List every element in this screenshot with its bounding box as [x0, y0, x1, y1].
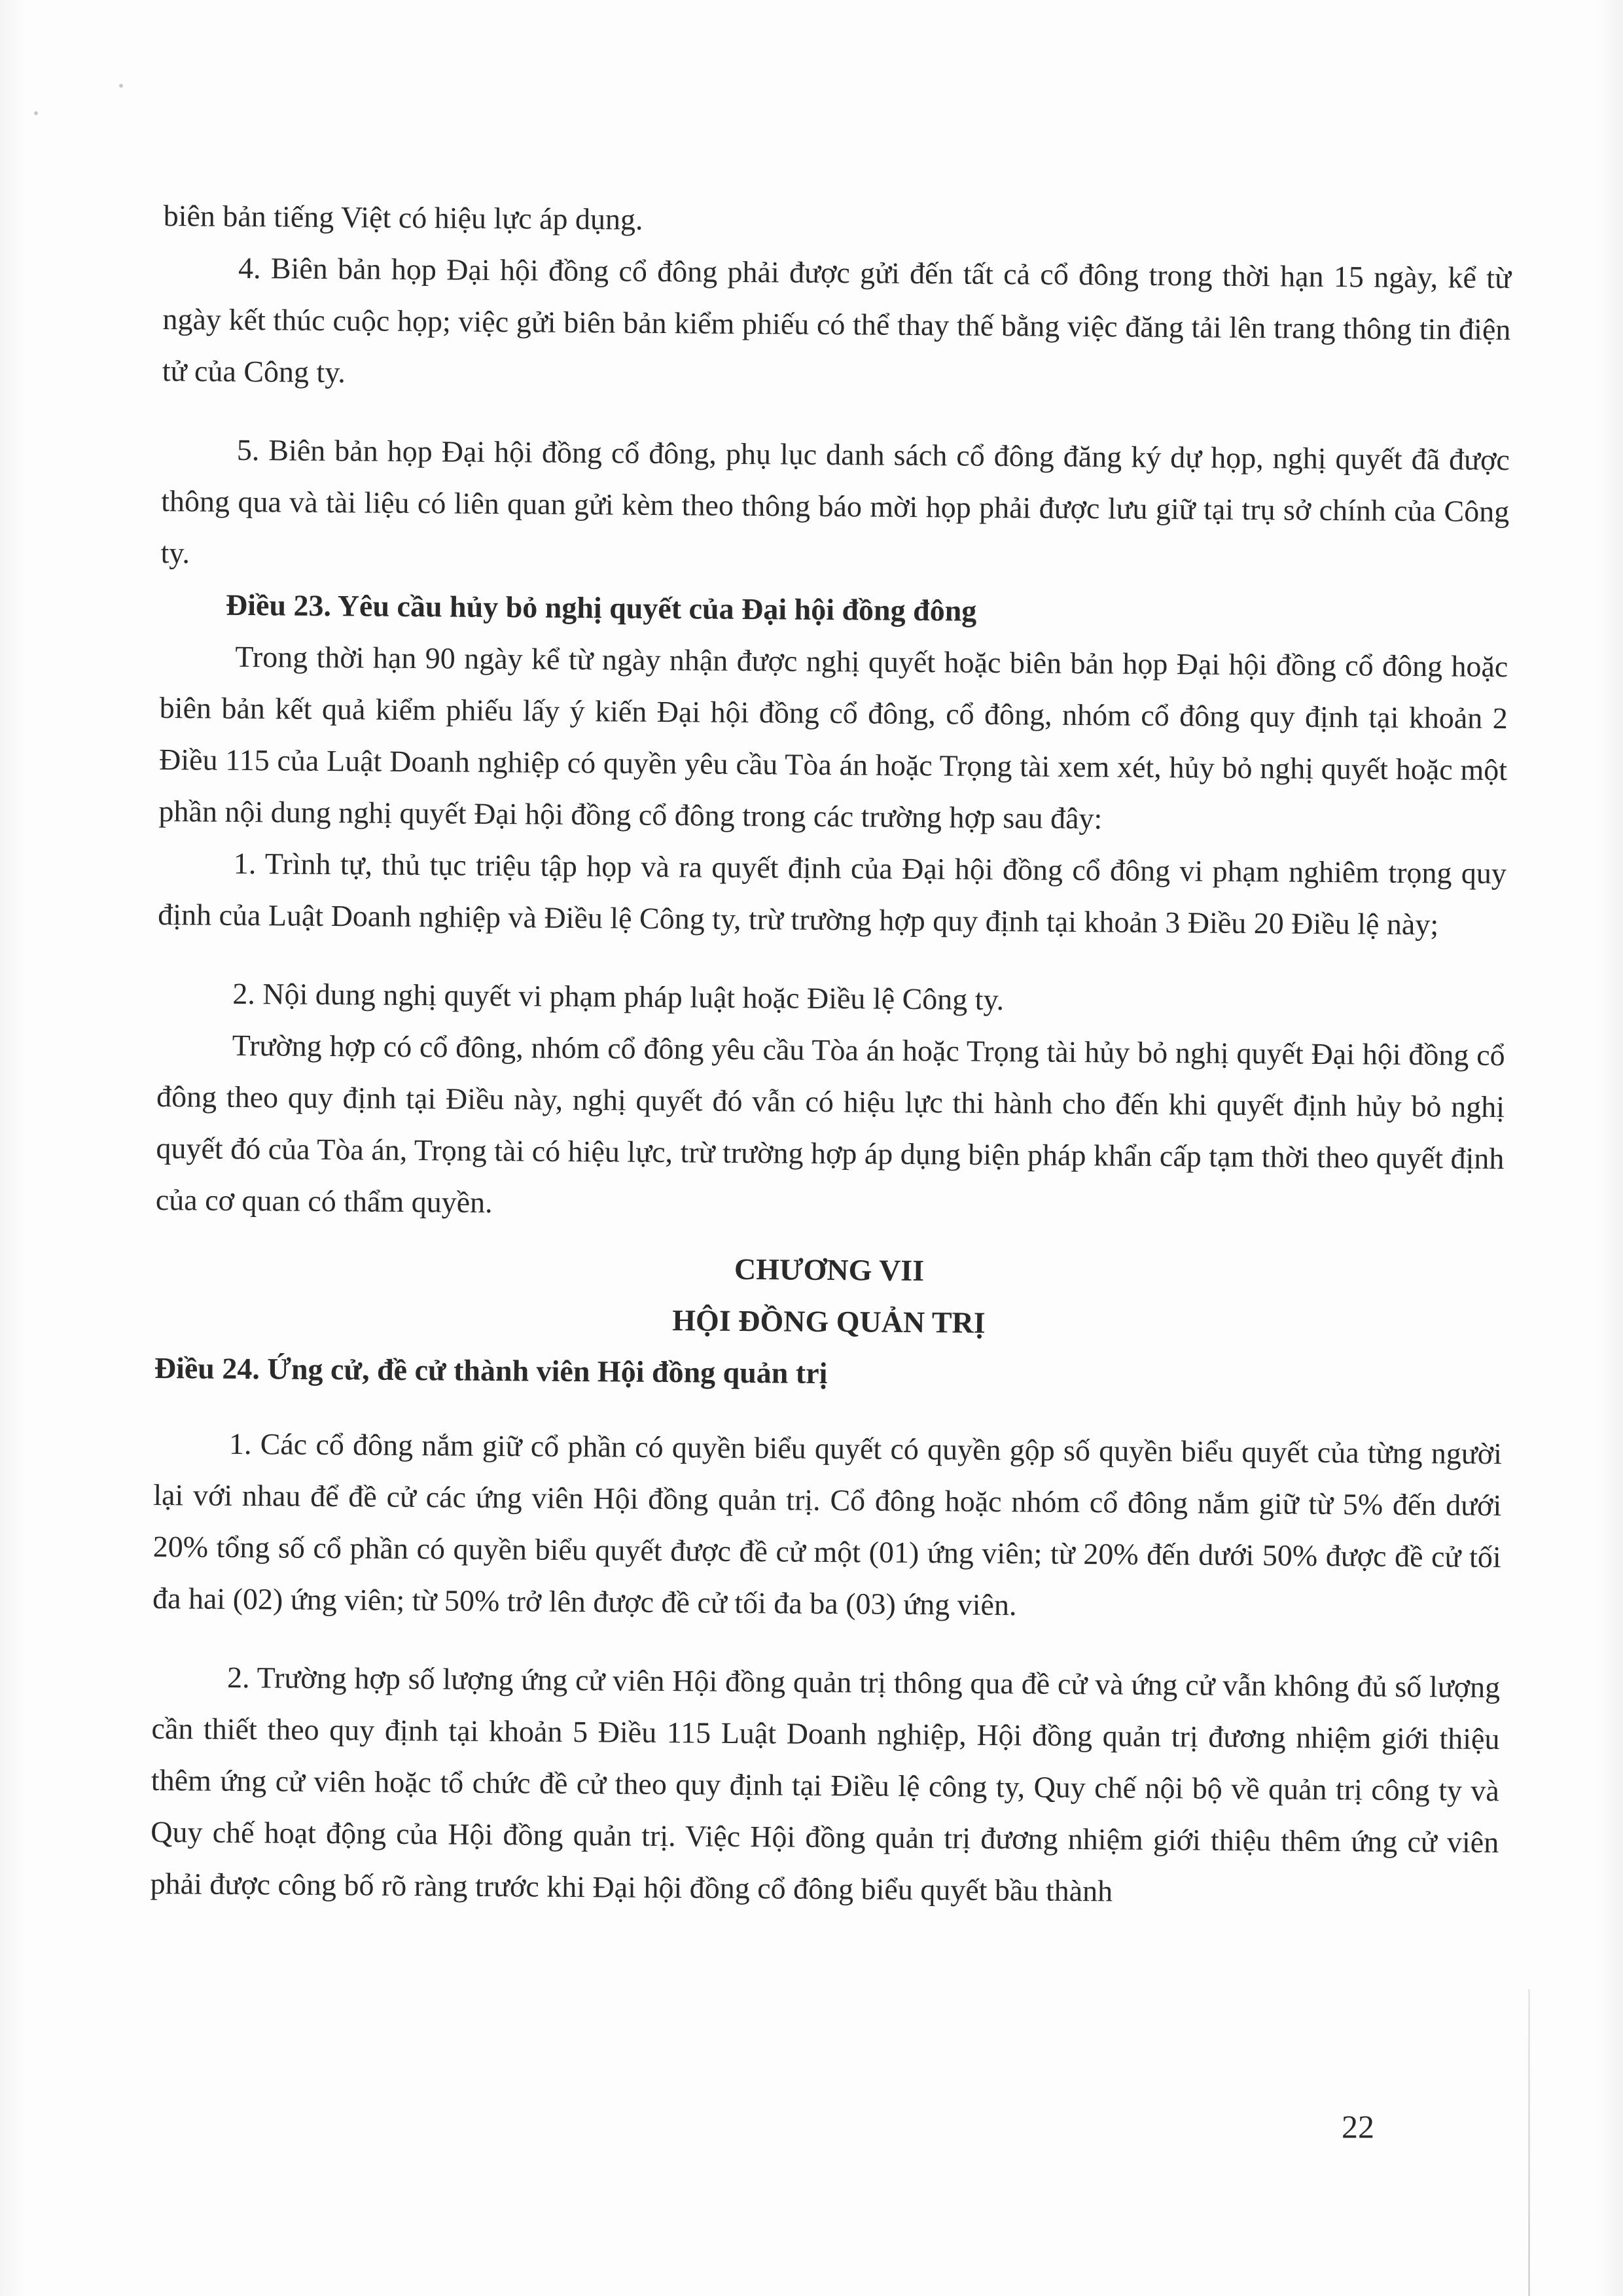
article-24-item-1: 1. Các cổ đông nắm giữ cổ phần có quyền biểu quyết có quyền gộp số quyền biểu quyết của từng người lại với nhau để đề cử các ứng viên Hội đồng quản trị. Cổ đông hoặc nhóm cổ đông nắm giữ từ 5% đến dưới 20% tổng số cổ phần có quyền biểu quyết được đề cử một (01) ứng viên; từ 20% đến dưới 50% được đề cử tối đa hai (02) ứng viên; từ 50% trở lên được đề cử tối đa ba (03) ứng viên. — [152, 1426, 1503, 1622]
paragraph-item-5: 5. Biên bản họp Đại hội đồng cổ đông, phụ lục danh sách cổ đông đăng ký dự họp, nghị quyết đã được thông qua và tài liệu có liên quan gửi kèm theo thông báo mời họp phải được lưu giữ tại trụ sở chính của Công ty. — [160, 433, 1510, 570]
paragraph-continuation: biên bản tiếng Việt có hiệu lực áp dụng. — [163, 198, 643, 236]
scan-fold-line — [1528, 1989, 1530, 2296]
article-23-heading: Điều 23. Yêu cầu hủy bỏ nghị quyết của Đại hội đồng đông — [225, 588, 977, 627]
chapter-title: HỘI ĐỒNG QUẢN TRỊ — [672, 1303, 986, 1339]
article-23-closing: Trường hợp có cổ đông, nhóm cổ đông yêu cầu Tòa án hoặc Trọng tài hủy bỏ nghị quyết Đại hội đồng cổ đông theo quy định tại Điều này, nghị quyết đó vẫn có hiệu lực thi hành cho đến khi quyết định hủy bỏ nghị quyết đó của Tòa án, Trọng tài có hiệu lực, trừ trường hợp áp dụng biện pháp khẩn cấp tạm thời theo quyết định của cơ quan có thẩm quyền. — [155, 1028, 1505, 1219]
article-24-item-2: 2. Trường hợp số lượng ứng cử viên Hội đồng quản trị thông qua đề cử và ứng cử vẫn không đủ số lượng cần thiết theo quy định tại khoản 5 Điều 115 Luật Doanh nghiệp, Hội đồng quản trị đương nhiệm giới thiệu thêm ứng cử viên hoặc tổ chức đề cử theo quy định tại Điều lệ công ty, Quy chế nội bộ về quản trị công ty và Quy chế hoạt động của Hội đồng quản trị. Việc Hội đồng quản trị đương nhiệm giới thiệu thêm ứng cử viên phải được công bố rõ ràng trước khi Đại hội đồng cổ đông biểu quyết bầu thành — [150, 1660, 1501, 1908]
chapter-number: CHƯƠNG VII — [734, 1252, 925, 1288]
article-23-item-2: 2. Nội dung nghị quyết vi phạm pháp luật hoặc Điều lệ Công ty. — [232, 976, 1005, 1017]
article-23-item-1: 1. Trình tự, thủ tục triệu tập họp và ra quyết định của Đại hội đồng cổ đông vi phạm nghiêm trọng quy định của Luật Doanh nghiệp và Điều lệ Công ty, trừ trường hợp quy định tại khoản 3 Điều 20 Điều lệ này; — [158, 846, 1507, 942]
article-23-intro: Trong thời hạn 90 ngày kể từ ngày nhận được nghị quyết hoặc biên bản họp Đại hội đồng cổ đông hoặc biên bản kết quả kiểm phiếu lấy ý kiến Đại hội đồng cổ đông, cổ đông, nhóm cổ đông quy định tại khoản 2 Điều 115 của Luật Doanh nghiệp có quyền yêu cầu Tòa án hoặc Trọng tài xem xét, hủy bỏ nghị quyết hoặc một phần nội dung nghị quyết Đại hội đồng cổ đông trong các trường hợp sau đây: — [158, 639, 1508, 836]
document-body — [150, 190, 1512, 1920]
article-24-heading: Điều 24. Ứng cử, đề cử thành viên Hội đồng quản trị — [154, 1351, 828, 1390]
scan-speck — [34, 111, 38, 115]
page-number: 22 — [1342, 2108, 1374, 2145]
paragraph-item-4: 4. Biên bản họp Đại hội đồng cổ đông phải được gửi đến tất cả cổ đông trong thời hạn 15 ngày, kể từ ngày kết thúc cuộc họp; việc gửi biên bản kiểm phiếu có thể thay thế bằng việc đăng tải lên trang thông tin điện tử của Công ty. — [162, 251, 1512, 389]
scan-speck — [119, 84, 123, 88]
